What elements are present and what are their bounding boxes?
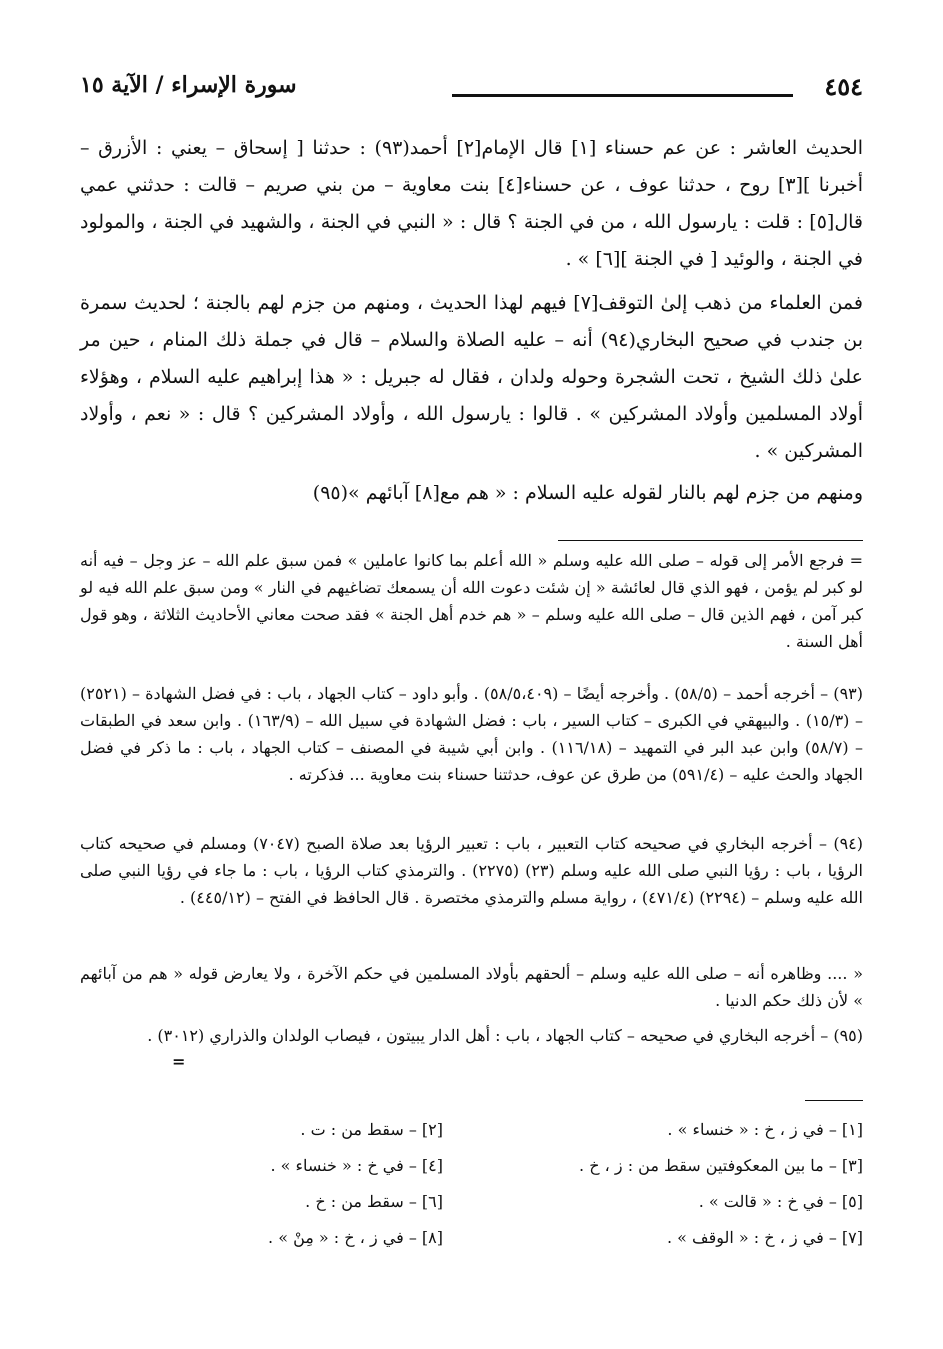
- paragraph-scholars: فمن العلماء من ذهب إلىٰ التوقف[٧] فيهم لهذا الحديث ، ومنهم من جزم لهم بالجنة ؛ لحديث سمرة بن جندب في صحيح البخاري(٩٤) أنه – عليه الصلاة والسلام – قال في جملة ذلك المنام ، حين مر علىٰ ذلك الشيخ ، تحت الشجرة وحوله ولدان ، فقال له جبريل : « هذا إبراهيم عليه السلام ، وهؤلاء أولاد المسلمين وأولاد المشركين » . قالوا : يارسول الله ، وأولاد المشركين ؟ قال : « نعم ، وأولاد المشركين » .: [80, 292, 863, 462]
- footnote-94-quote: « .... وظاهره أنه – صلى الله عليه وسلم – ألحقهم بأولاد المسلمين في حكم الآخرة ، ولا يعارض قوله « هم من آبائهم » لأن ذلك حكم الدنيا .: [80, 964, 863, 1010]
- footnote-continuation: = فرجع الأمر إلى قوله – صلى الله عليه وسلم « الله أعلم بما كانوا عاملين » فمن سبق علم الله – عز وجل – فيه أنه لو كبر لم يؤمن ، فهو الذي قال لعائشة « إن شئت دعوت الله أن يسمعك تضاغيهم في النار » ومن سبق علم الله فيه لو كبر آمن ، فهم الذين قال – صلى الله عليه وسلم – « هم خدم أهل الجنة » فقد صحت معاني الأحاديث الثلاثة ، وهو قول أهل السنة .: [80, 551, 864, 651]
- variant-row: [80, 1228, 863, 1264]
- paragraph-fire: ومنهم من جزم لهم بالنار لقوله عليه السلام : « هم مع[٨] آبائهم »(٩٥): [312, 482, 863, 504]
- main-text-2: [80, 285, 863, 470]
- variant-note: [٧] – في ز ، خ : « الوقف » .: [667, 1228, 863, 1247]
- variant-note: [١] – في ز ، خ : « خنساء » .: [667, 1120, 863, 1139]
- footnote-95: (٩٥) – أخرجه البخاري في صحيحه – كتاب الجهاد ، باب : أهل الدار يبيتون ، فيصاب الولدان والذراري (٣٠١٢) .: [147, 1026, 863, 1045]
- page-header: [80, 72, 863, 108]
- variant-row: [80, 1120, 863, 1156]
- footnote-93: (٩٣) – أخرجه أحمد – (٥٨/٥) . وأخرجه أيضًا – (٥٨/٥،٤٠٩) . وأبو داود – كتاب الجهاد ، باب : في فضل الشهادة – (٢٥٢١) – (١٥/٣) . والبيهقي في الكبرى – كتاب السير ، باب : فضل الشهادة في سبيل الله – (١٦٣/٩) . وابن سعد في الطبقات – (٥٨/٧) وابن عبد البر في التمهيد – (١١٦/١٨) . وابن أبي شيبة في المصنف – كتاب الجهاد ، باب : ما ذكر في فضل الجهاد والحث عليه – (٥٩١/٤) من طرق عن عوف، حدثتنا حسناء بنت معاوية ... فذكرته .: [80, 684, 864, 784]
- running-title: سورة الإسراء / الآية ١٥: [80, 72, 297, 98]
- header-rule: [452, 94, 793, 97]
- page-number: ٤٥٤: [824, 72, 863, 101]
- paragraph-hadith-ten: الحديث العاشر : عن عم حسناء [١] قال الإمام[٢] أحمد(٩٣) : حدثنا [ إسحاق – يعني : الأزرق – أخبرنا ][٣] روح ، حدثنا عوف ، عن حسناء[٤] بنت معاوية – من بني صريم – قالت : حدثني عمي قال[٥] : قلت : يارسول الله ، من في الجنة ؟ قال : « النبي في الجنة ، والشهيد في الجنة ، والمولود في الجنة ، والوئيد [ في الجنة ][٦] » .: [80, 137, 864, 270]
- variant-row: [80, 1192, 863, 1228]
- variant-note: [٤] – في خ : « خنساء » .: [270, 1156, 443, 1175]
- main-text-3: [80, 475, 863, 512]
- manuscript-variants: [80, 1120, 863, 1264]
- footnote-94: (٩٤) – أخرجه البخاري في صحيحه كتاب التعبير ، باب : تعبير الرؤيا بعد صلاة الصبح (٧٠٤٧) ومسلم في صحيحه كتاب الرؤيا ، باب : رؤيا النبي صلى الله عليه وسلم (٢٣) (٢٢٧٥) . والترمذي كتاب الرؤيا ، باب : ما جاء في رؤيا النبي صلى الله عليه وسلم – (٢٢٩٤) (٤٧١/٤) ، رواية مسلم والترمذي مختصرة . قال الحافظ في الفتح – (٤٤٥/١٢) .: [80, 834, 864, 907]
- variant-note: [٦] – سقط من : خ .: [305, 1192, 443, 1211]
- variant-note: [٨] – في ز ، خ : « مِنْ » .: [268, 1228, 443, 1247]
- variant-note: [٢] – سقط من : ت .: [300, 1120, 443, 1139]
- variant-note: [٥] – في خ : « قالت » .: [698, 1192, 863, 1211]
- variant-note: [٣] – ما بين المعكوفتين سقط من : ز ، خ .: [579, 1156, 863, 1175]
- main-text: [80, 130, 863, 278]
- variant-row: [80, 1156, 863, 1192]
- continuation-mark: =: [172, 1052, 186, 1071]
- variants-separator: [805, 1100, 863, 1101]
- footnote-separator: [558, 540, 863, 541]
